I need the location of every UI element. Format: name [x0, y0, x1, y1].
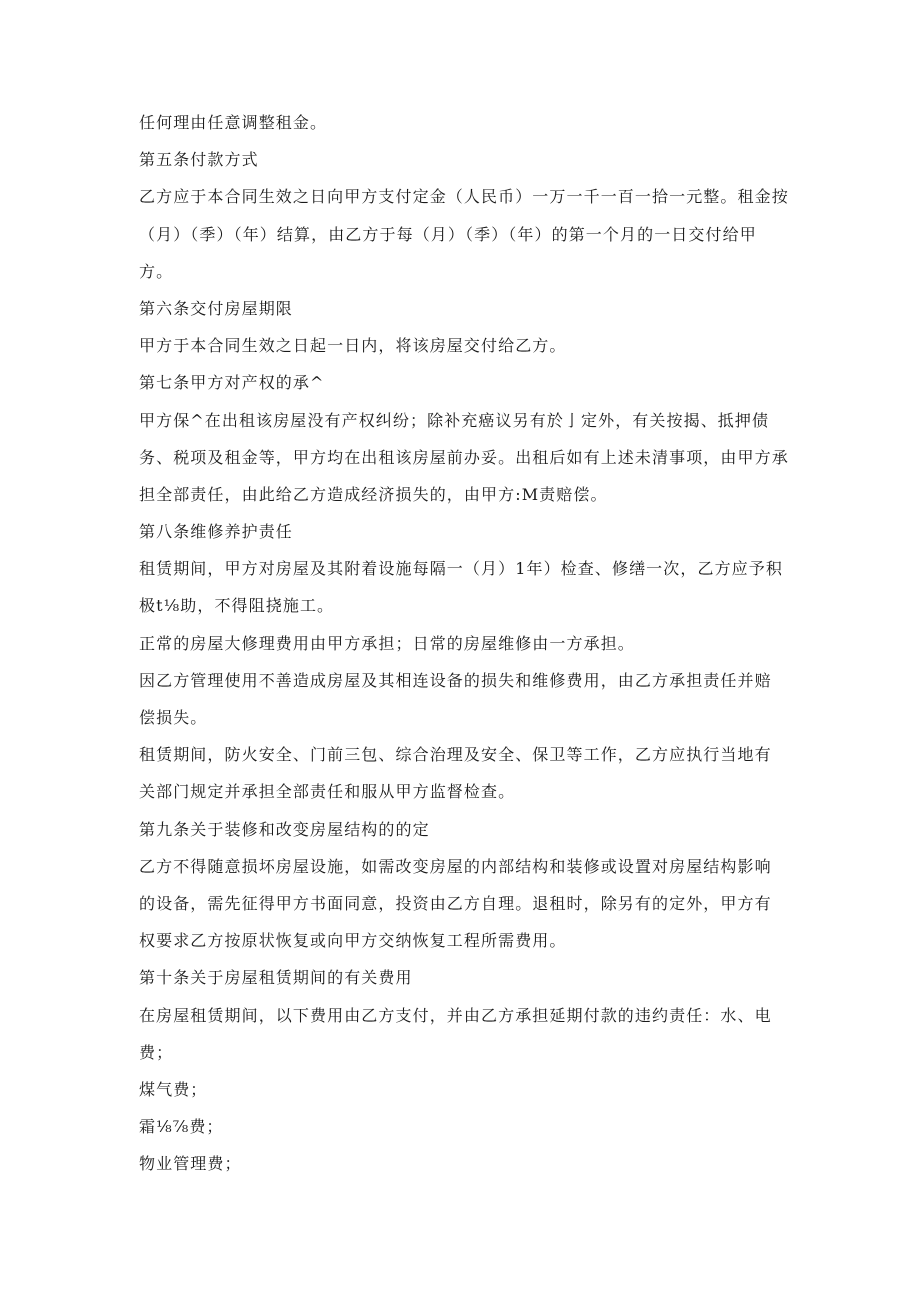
- text-line: 极t⅛助，不得阻挠施工。: [139, 596, 335, 616]
- text-line: （月）（季）（年）结算，由乙方于每（月）（季）（年）的第一个月的一日交付给甲: [139, 224, 757, 244]
- text-line: 甲方保^在出租该房屋没有产权纠纷；除补充癌议另有於亅定外，有关按揭、抵押债: [139, 410, 770, 430]
- list-item: 煤气费；: [139, 1079, 208, 1099]
- text-line: 因乙方管理使用不善造成房屋及其相连设备的损失和维修费用，由乙方承担责任并赔: [139, 670, 772, 690]
- text-line: 正常的房屋大修理费用由甲方承担；日常的房屋维修由一方承担。: [139, 633, 635, 653]
- text-line: 在房屋租赁期间，以下费用由乙方支付，并由乙方承担延期付款的违约责任：水、电: [139, 1005, 772, 1025]
- text-line: 租赁期间，甲方对房屋及其附着设施每隔一（月）1年）检查、修缮一次，乙方应予积: [139, 559, 783, 579]
- text-line: 费；: [139, 1042, 174, 1062]
- text-line: 担全部责任，由此给乙方造成经济损失的，由甲方:M责赔偿。: [139, 484, 608, 504]
- list-item: 霜⅛⅞费；: [139, 1117, 224, 1137]
- text-line: 方。: [139, 261, 174, 281]
- text-line: 甲方于本合同生效之日起一日内，将该房屋交付给乙方。: [139, 336, 567, 356]
- section-heading: 第五条付款方式: [139, 150, 259, 170]
- section-heading: 第十条关于房屋租赁期间的有关费用: [139, 968, 413, 988]
- list-item: 物业管理费；: [139, 1154, 242, 1174]
- text-line: 的设备，需先征得甲方书面同意，投资由乙方自理。退租时，除另有的定外，甲方有: [139, 893, 772, 913]
- section-heading: 第八条维修养护责任: [139, 522, 293, 542]
- text-line: 关部门规定并承担全部责任和服从甲方监督检查。: [139, 782, 516, 802]
- text-line: 乙方应于本合同生效之日向甲方支付定金（人民币）一万一千一百一拾一元整。租金按: [139, 187, 789, 207]
- document-body: [139, 113, 789, 1174]
- text-line: 偿损失。: [139, 708, 208, 727]
- text-line: 乙方不得随意损坏房屋设施，如需改变房屋的内部结构和装修或设置对房屋结构影响: [139, 856, 772, 876]
- text-line: 租赁期间，防火安全、门前三包、综合治理及安全、保卫等工作，乙方应执行当地有: [139, 745, 772, 765]
- section-heading: 第六条交付房屋期限: [139, 298, 293, 318]
- text-line: 任何理由任意调整租金。: [139, 113, 328, 132]
- text-line: 权要求乙方按原状恢复或向甲方交纳恢复工程所需费用。: [139, 931, 567, 951]
- text-line: 务、税项及租金等，甲方均在出租该房屋前办妥。出租后如有上述未清事项，由甲方承: [139, 447, 789, 467]
- section-heading: 第九条关于装修和改变房屋结构的的定: [139, 819, 430, 839]
- section-heading: 第七条甲方对产权的承^: [139, 373, 325, 393]
